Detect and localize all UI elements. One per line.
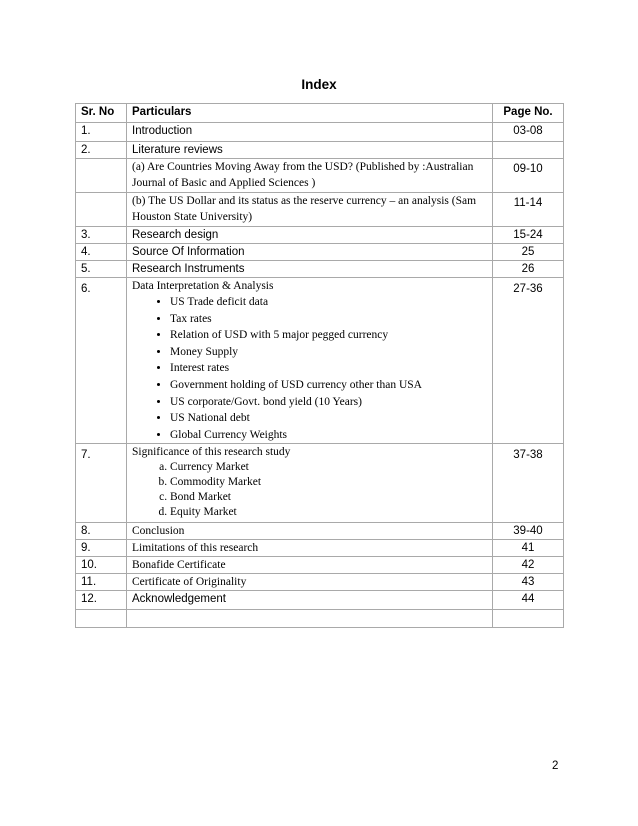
row-sr: 3. (76, 227, 127, 244)
row-page: 27-36 (493, 278, 564, 444)
page-title: Index (301, 77, 337, 92)
table-row (76, 159, 564, 193)
table-row (76, 261, 564, 278)
alpha-list (132, 460, 487, 520)
row-sr: 11. (76, 574, 127, 591)
row-particular: Limitations of this research (127, 540, 493, 557)
list-item: • US corporate/Govt. bond yield (10 Years) (170, 394, 487, 411)
row-particular: Bonafide Certificate (127, 557, 493, 574)
bullet-list (132, 294, 487, 443)
row-sr: 9. (76, 540, 127, 557)
row-page: 03-08 (493, 123, 564, 142)
row-particular: Research Instruments (127, 261, 493, 278)
empty-table-row (76, 610, 564, 628)
row-page: 25 (493, 244, 564, 261)
header-page-no: Page No. (493, 104, 564, 123)
empty-cell (76, 610, 127, 628)
row-page: 42 (493, 557, 564, 574)
row-sr: 7. (76, 444, 127, 523)
row-sr: 10. (76, 557, 127, 574)
row-page: 37-38 (493, 444, 564, 523)
list-item: • Government holding of USD currency other than USA (170, 377, 487, 394)
table-row (76, 142, 564, 159)
row-page: 09-10 (493, 159, 564, 193)
row-sr (76, 193, 127, 227)
row-page: 26 (493, 261, 564, 278)
row-page: 43 (493, 574, 564, 591)
row-particular: Significance of this research study (132, 446, 291, 459)
row-particular: Acknowledgement (127, 591, 493, 610)
list-item: b. Commodity Market (170, 475, 487, 490)
row-sr: 4. (76, 244, 127, 261)
list-item: a. Currency Market (170, 460, 487, 475)
index-table (75, 103, 564, 628)
row-particular: Conclusion (127, 523, 493, 540)
row-particular: (a) Are Countries Moving Away from the USD? (Published by :Australian Journal of Basic and Applied Sciences ) (127, 159, 493, 193)
table-row (76, 540, 564, 557)
table-row (76, 523, 564, 540)
list-item: • US National debt (170, 410, 487, 427)
table-row (76, 227, 564, 244)
row-particular: Literature reviews (127, 142, 493, 159)
header-sr-no: Sr. No (76, 104, 127, 123)
row-page: 39-40 (493, 523, 564, 540)
table-row (76, 591, 564, 610)
table-row (76, 193, 564, 227)
list-item: • Money Supply (170, 344, 487, 361)
row-sr: 5. (76, 261, 127, 278)
empty-cell (127, 610, 493, 628)
list-item: • US Trade deficit data (170, 294, 487, 311)
list-item: • Interest rates (170, 360, 487, 377)
row-particular-group (127, 444, 493, 523)
row-sr: 2. (76, 142, 127, 159)
row-particular: Research design (127, 227, 493, 244)
row-particular: Source Of Information (127, 244, 493, 261)
row-page: 15-24 (493, 227, 564, 244)
row-page: 41 (493, 540, 564, 557)
row-particular-group (127, 278, 493, 444)
table-row (76, 123, 564, 142)
row-page: 11-14 (493, 193, 564, 227)
list-item: • Tax rates (170, 311, 487, 328)
row-sr: 1. (76, 123, 127, 142)
row-particular: Certificate of Originality (127, 574, 493, 591)
row-sr: 6. (76, 278, 127, 444)
list-item: • Relation of USD with 5 major pegged currency (170, 327, 487, 344)
table-row (76, 278, 564, 444)
empty-cell (493, 610, 564, 628)
row-sr: 8. (76, 523, 127, 540)
table-row (76, 574, 564, 591)
table-row (76, 557, 564, 574)
row-particular: (b) The US Dollar and its status as the reserve currency – an analysis (Sam Houston State University) (127, 193, 493, 227)
header-particulars: Particulars (127, 104, 493, 123)
table-row (76, 444, 564, 523)
row-sr (76, 159, 127, 193)
row-particular: Introduction (127, 123, 493, 142)
table-row (76, 244, 564, 261)
row-page: 44 (493, 591, 564, 610)
list-item: d. Equity Market (170, 505, 487, 520)
page-number: 2 (552, 760, 559, 772)
list-item: • Global Currency Weights (170, 427, 487, 444)
table-header-row (76, 104, 564, 123)
row-sr: 12. (76, 591, 127, 610)
row-particular: Data Interpretation & Analysis (132, 280, 274, 292)
row-page (493, 142, 564, 159)
list-item: c. Bond Market (170, 490, 487, 505)
